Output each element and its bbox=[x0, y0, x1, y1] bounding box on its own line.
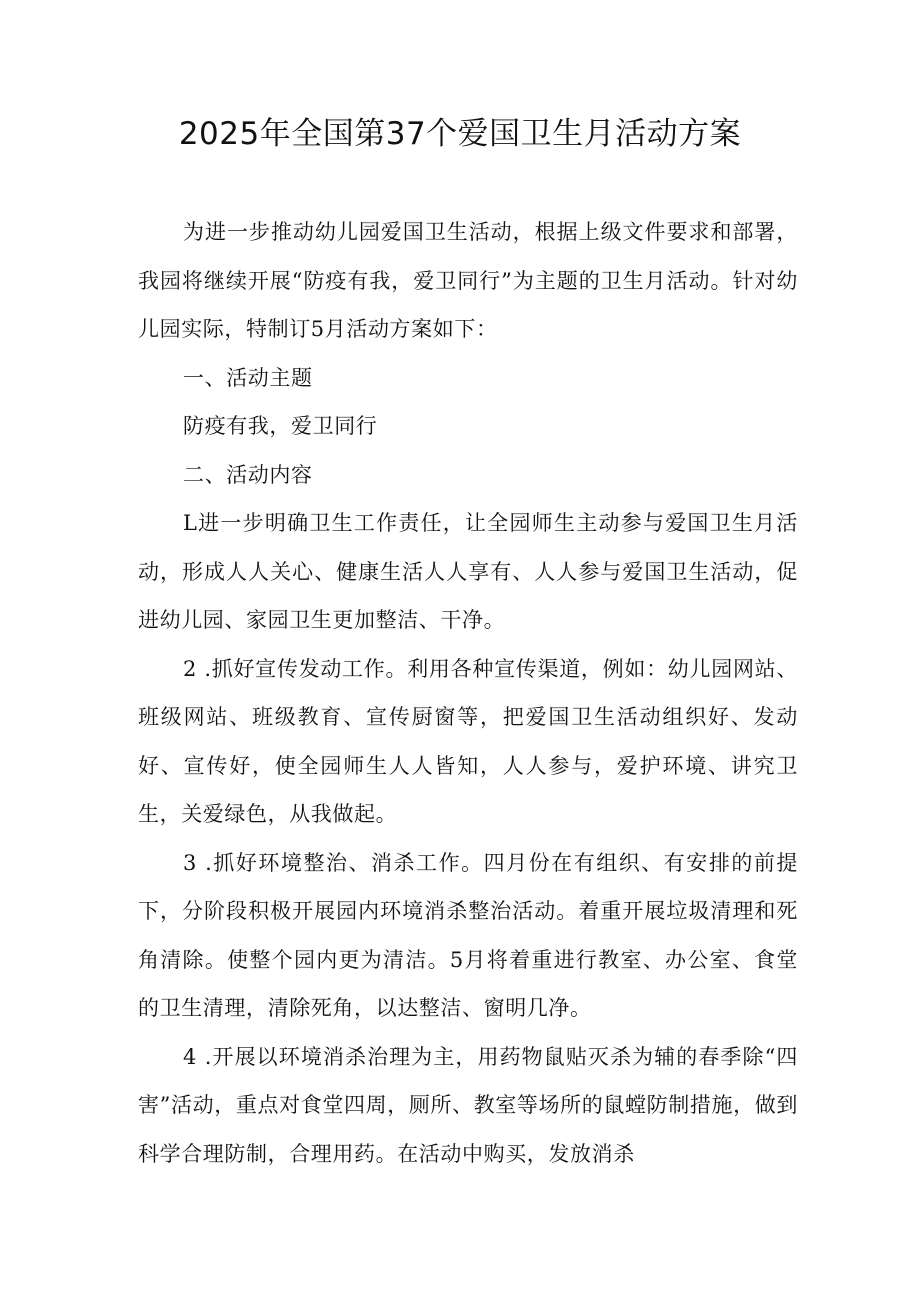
document-title: 2025年全国第37个爱国卫生月活动方案 bbox=[178, 116, 742, 152]
content-item-2: 2 .抓好宣传发动工作。利用各种宣传渠道，例如：幼儿园网站、班级网站、班级教育、宣传厨窗等，把爱国卫生活动组织好、发动好、宣传好，使全园师生人人皆知，人人参与，爱护环境、讲究卫生，关爱绿色，从我做起。 bbox=[138, 656, 798, 826]
document-body bbox=[138, 208, 798, 1178]
intro-paragraph: 为进一步推动幼儿园爱国卫生活动，根据上级文件要求和部署，我园将继续开展“防疫有我，爱卫同行”为主题的卫生月活动。针对幼儿园实际，特制订5月活动方案如下： bbox=[138, 220, 798, 341]
section-heading-theme: 一、活动主题 bbox=[183, 365, 313, 390]
content-item-1: L进一步明确卫生工作责任，让全园师生主动参与爱国卫生月活动，形成人人关心、健康生活人人享有、人人参与爱国卫生活动，促进幼儿园、家园卫生更加整洁、干净。 bbox=[138, 511, 798, 632]
theme-text: 防疫有我，爱卫同行 bbox=[183, 414, 378, 438]
content-item-3: 3 .抓好环境整治、消杀工作。四月份在有组织、有安排的前提下，分阶段积极开展园内环境消杀整治活动。着重开展垃圾清理和死角清除。使整个园内更为清洁。5月将着重进行教室、办公室、食堂的卫生清理，清除死角，以达整洁、窗明几净。 bbox=[138, 850, 798, 1020]
section-heading-content: 二、活动内容 bbox=[183, 462, 313, 487]
content-item-4: 4 .开展以环境消杀治理为主，用药物鼠贴灭杀为辅的春季除“四害”活动，重点对食堂四周，厕所、教室等场所的鼠螳防制措施，做到科学合理防制，合理用药。在活动中购买，发放消杀 bbox=[138, 1044, 798, 1166]
